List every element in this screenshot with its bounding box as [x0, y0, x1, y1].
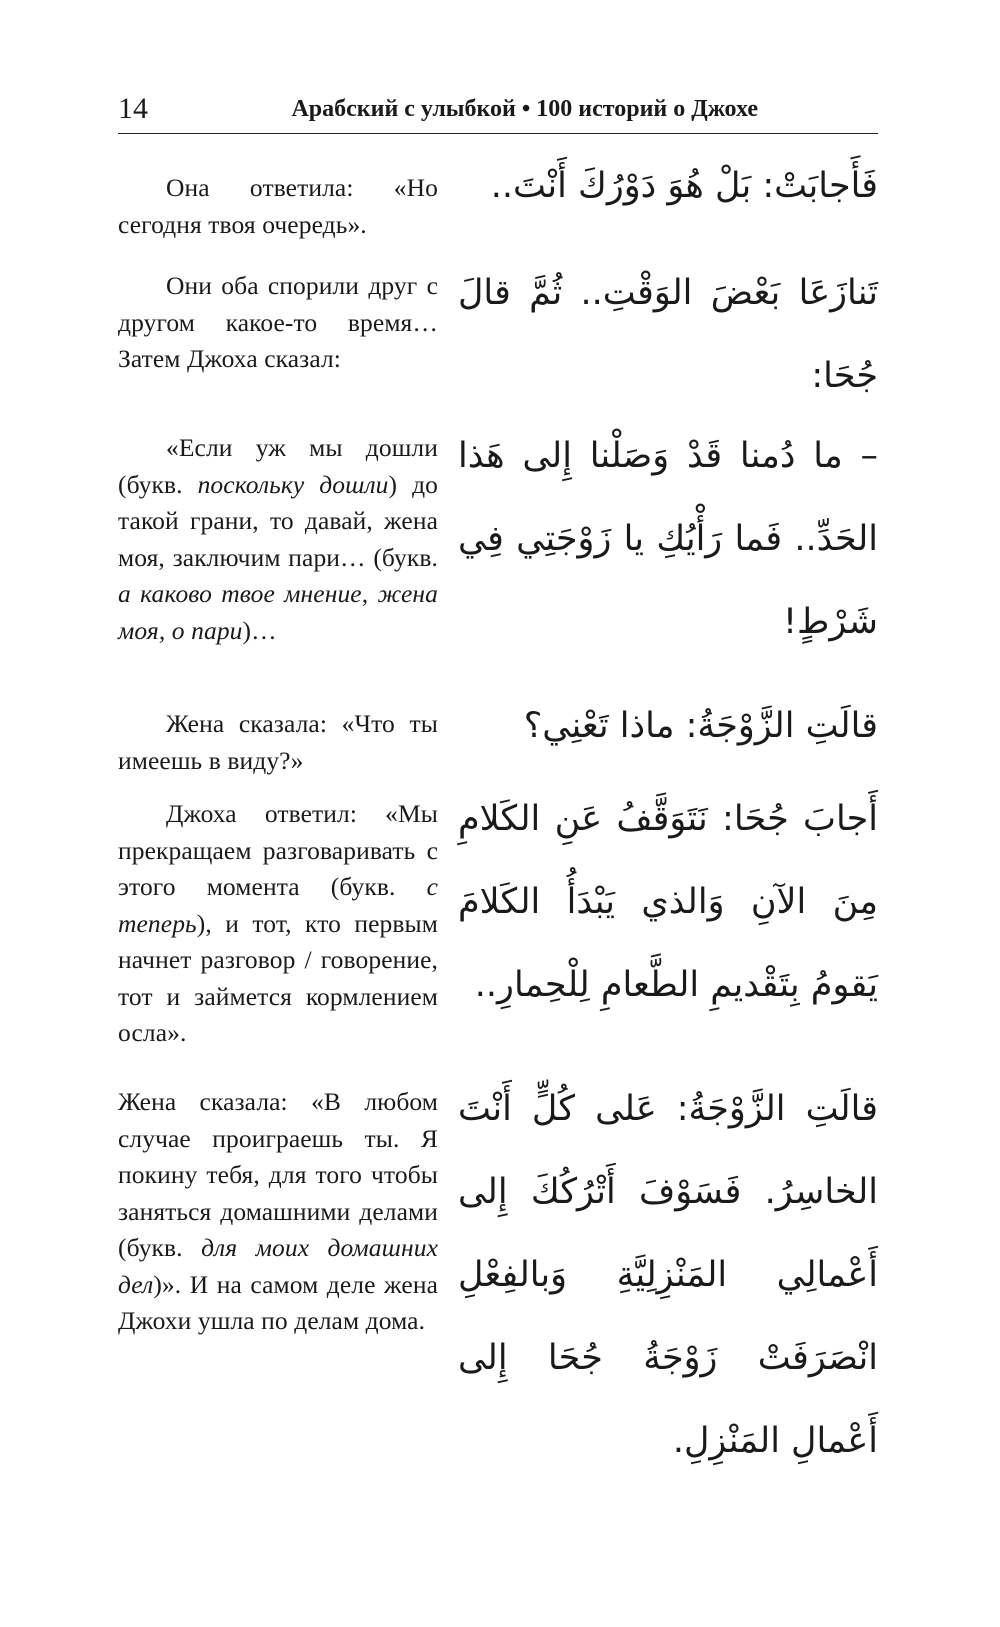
page-header — [118, 92, 878, 132]
ru-p3-italic-2: а каково твое мнение, жена моя, о пари — [118, 579, 438, 645]
ar-paragraph-6: قالَتِ الزَّوْجَةُ: عَلى كُلٍّ أَنْتَ الخاسِرُ. فَسَوْفَ أَتْرُكُكَ إِلى أَعْمالِي المَنْزِلِيَّةِ وَبالفِعْلِ انْصَرَفَتْ زَوْجَةُ جُحَا إِلى أَعْمالِ المَنْزِلِ. — [458, 1089, 878, 1461]
ar-paragraph-1: فَأَجابَتْ: بَلْ هُوَ دَوْرُكَ أَنْتَ.. — [490, 166, 878, 206]
ru-p3-text-e: )… — [242, 615, 277, 645]
ru-p5-italic: с теперь — [118, 872, 438, 938]
ar-paragraph-2: تَنازَعَا بَعْضَ الوَقْتِ.. ثُمَّ قالَ جُحَا: — [458, 273, 878, 396]
ru-p5-text-c: ), и тот, кто первым начнет разговор / говорение, тот и займется кормлением осла». — [118, 908, 438, 1047]
running-title: Арабский с улыбкой • 100 историй о Джохе — [291, 96, 758, 122]
ru-paragraph-2: Они оба спорили друг с другом какое-то время… Затем Джоха сказал: — [118, 271, 438, 373]
ru-p3-text-a: «Если уж мы дошли (букв. — [118, 433, 438, 499]
ru-paragraph-3 — [118, 430, 438, 649]
ru-paragraph-1: Она ответила: «Но сегодня твоя очередь». — [118, 173, 438, 239]
page-number: 14 — [118, 92, 148, 125]
ru-paragraph-6 — [118, 1084, 438, 1340]
ar-paragraph-4: قالَتِ الزَّوْجَةُ: ماذا تَعْنِي؟ — [523, 706, 878, 746]
ru-p6-text-c: )». И на самом деле жена Джохи ушла по делам дома. — [118, 1269, 438, 1335]
ar-paragraph-3: – ما دُمنا قَدْ وَصَلْنا إِلى هَذا الحَدِّ.. فَما رَأْيُكِ يا زَوْجَتِي فِي شَرْطٍ! — [458, 436, 878, 642]
ar-paragraph-5: أَجابَ جُحَا: نَتَوَقَّفُ عَنِ الكَلامِ مِنَ الآنِ وَالذي يَبْدَأُ الكَلامَ يَقومُ بِتَقْديمِ الطَّعامِ لِلْحِمارِ.. — [458, 799, 878, 1005]
ru-p3-text-c: ) до такой грани, то давай, жена моя, заключим пари… (букв. — [118, 469, 438, 572]
ru-p6-italic: для моих домашних дел — [118, 1233, 439, 1299]
ru-p3-italic-1: поскольку дошли — [197, 469, 389, 499]
ru-paragraph-4: Жена сказала: «Что ты имеешь в виду?» — [118, 709, 438, 775]
ru-p5-text-a: Джоха ответил: «Мы прекращаем разговаривать с этого момента (букв. — [118, 799, 438, 901]
ru-p6-text-a: Жена сказала: «В любом случае проиграешь ты. Я покину тебя, для того чтобы заняться домашними делами (букв. — [118, 1087, 438, 1262]
header-rule — [118, 133, 878, 134]
ru-paragraph-5 — [118, 796, 438, 1052]
